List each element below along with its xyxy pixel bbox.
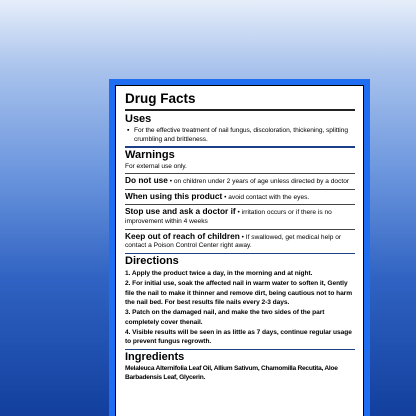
warnings-divider-2 bbox=[125, 189, 355, 190]
warning-stop-use-text: irritation occurs or if there is no improvement within 4 weeks bbox=[125, 209, 332, 226]
warnings-intro: For external use only. bbox=[125, 162, 187, 170]
uses-divider bbox=[125, 146, 355, 148]
warning-keep-out-label: Keep out of reach of children bbox=[125, 230, 240, 241]
warning-do-not-use-label: Do not use bbox=[125, 175, 168, 186]
warning-keep-out bbox=[125, 232, 355, 251]
direction-step-4: 4. Visible results will be seen in as little as 7 days, continue regular usage to prevent fungus regrowth. bbox=[125, 328, 352, 346]
ingredients-text: Melaleuca Alternifolia Leaf Oil, Allium Sativum, Chamomilla Recutita, Aloe Barbadensis Leaf, Glycerin. bbox=[125, 365, 338, 382]
drug-facts-panel bbox=[115, 85, 364, 416]
warnings-divider-3 bbox=[125, 204, 355, 205]
bullet-dot-icon: ▪ bbox=[127, 127, 130, 134]
warning-when-using-label: When using this product bbox=[125, 190, 223, 201]
uses-bullet-text: For the effective treatment of nail fungus, discoloration, thickening, splitting crumbling and brittleness. bbox=[134, 127, 348, 143]
drug-facts-title: Drug Facts bbox=[125, 91, 196, 106]
bullet-dot-icon: • bbox=[224, 193, 229, 201]
warnings-divider-4 bbox=[125, 229, 355, 230]
warning-do-not-use-text: on children under 2 years of age unless directed by a doctor bbox=[173, 178, 350, 186]
warning-when-using-text: avoid contact with the eyes. bbox=[228, 193, 310, 201]
title-divider bbox=[125, 109, 355, 111]
warning-stop-use-label: Stop use and ask a doctor if bbox=[125, 206, 236, 217]
warning-stop-use bbox=[125, 207, 355, 226]
uses-heading: Uses bbox=[125, 113, 152, 125]
bullet-dot-icon: • bbox=[237, 209, 242, 217]
uses-bullet-item bbox=[125, 127, 355, 144]
direction-step-2: 2. For initial use, soak the affected nail in warm water to soften it, Gently file the nail to make it thinner and remove dirt, being cautious not to harm the nail bed. For best results file nails every 2-3 days. bbox=[125, 280, 353, 307]
direction-step-3: 3. Patch on the damaged nail, and make the two sides of the part completely cover thenail. bbox=[125, 309, 325, 326]
directions-divider bbox=[125, 349, 355, 351]
ingredients-heading: Ingredients bbox=[125, 351, 185, 364]
directions-heading: Directions bbox=[125, 255, 179, 268]
warning-keep-out-text: If swallowed, get medical help or contact a Poison Control Center right away. bbox=[125, 233, 342, 250]
warnings-divider-5 bbox=[125, 253, 355, 255]
warnings-divider-1 bbox=[125, 173, 355, 174]
direction-step-1: 1. Apply the product twice a day, in the morning and at night. bbox=[125, 270, 313, 278]
bullet-dot-icon: • bbox=[241, 233, 246, 241]
drug-facts-frame bbox=[109, 79, 370, 416]
warning-when-using bbox=[125, 192, 355, 203]
warnings-heading: Warnings bbox=[125, 148, 175, 161]
warning-do-not-use bbox=[125, 176, 355, 187]
bullet-dot-icon: • bbox=[169, 178, 174, 186]
